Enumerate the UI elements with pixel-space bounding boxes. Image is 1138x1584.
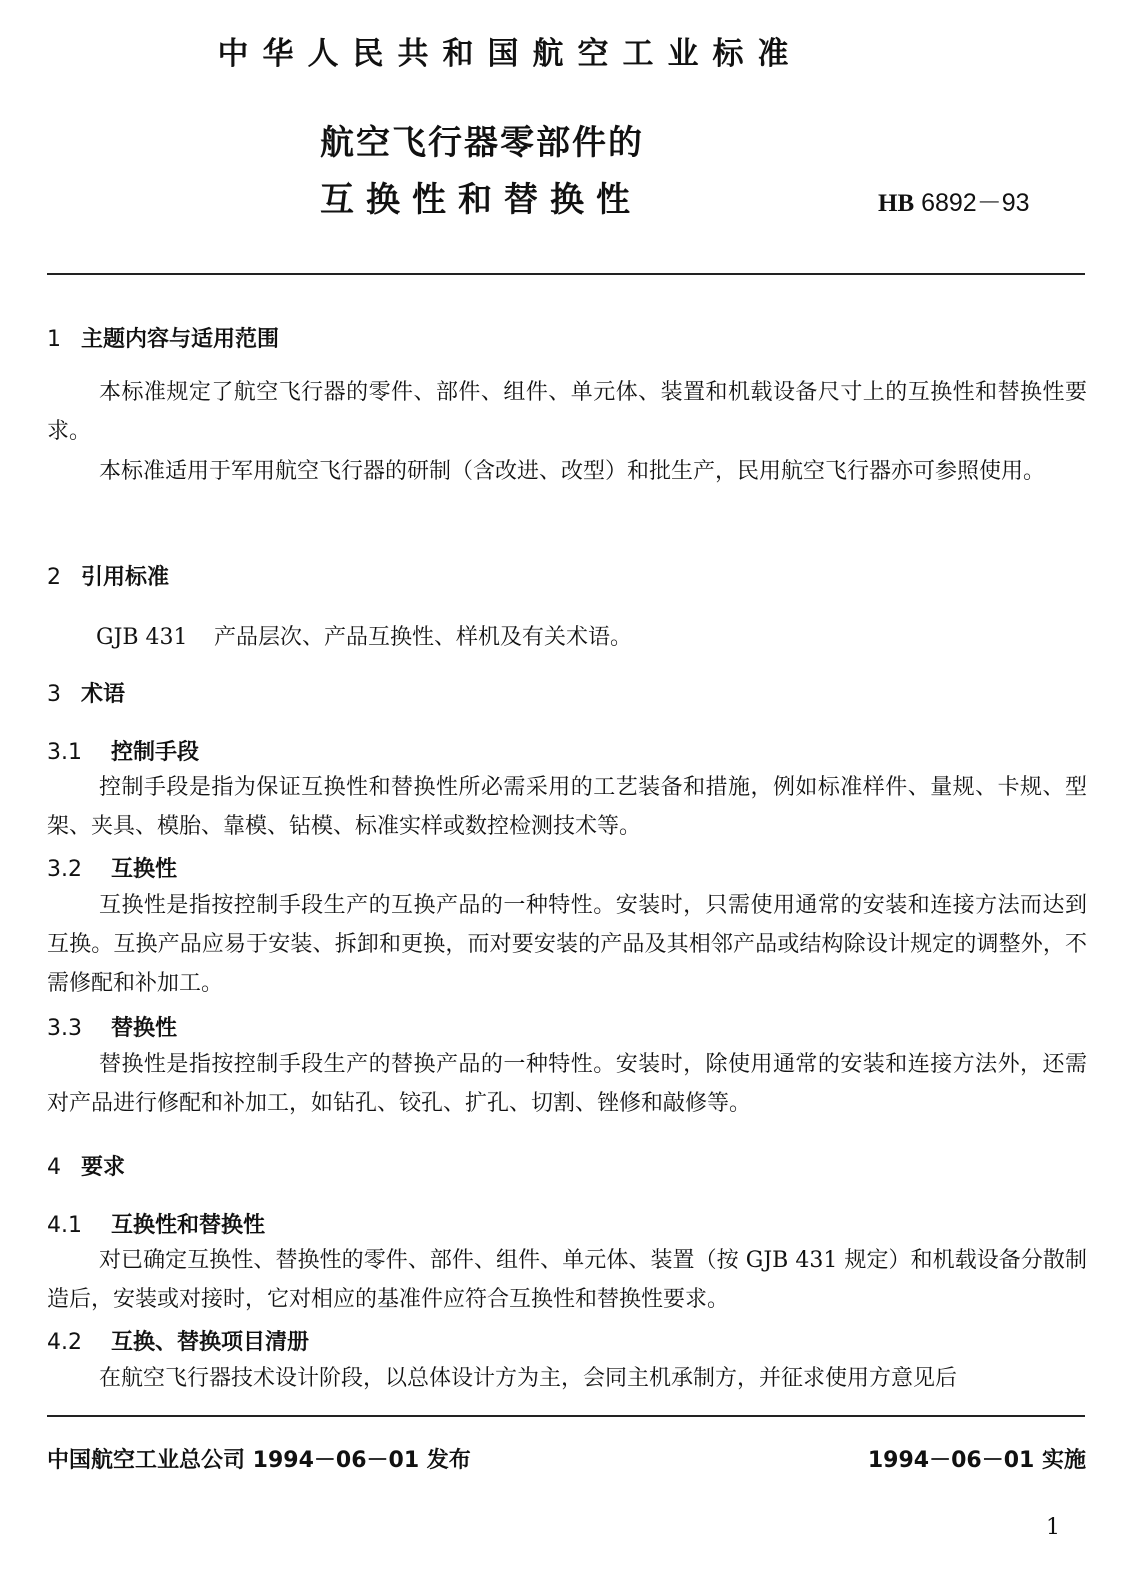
section-4-heading: [47, 1150, 125, 1181]
section-4-2-heading: [47, 1325, 309, 1356]
subsection-title: 替换性: [111, 1016, 178, 1041]
section-1-para-2: 本标准适用于军用航空飞行器的研制（含改进、改型）和批生产，民用航空飞行器亦可参照使用。: [99, 459, 1046, 484]
reference-entry: [96, 620, 632, 651]
section-4-1-text: 对已确定互换性、替换性的零件、部件、组件、单元体、装置（按 GJB 431 规定）和机载设备分散制造后，安装或对接时，它对相应的基准件应符合互换性和替换性要求。: [47, 1248, 1087, 1312]
standard-prefix: HB: [878, 190, 915, 217]
org-title: 中华人民共和国航空工业标准: [217, 36, 803, 72]
subsection-title: 互换性和替换性: [111, 1213, 266, 1238]
section-3-2-heading: [47, 852, 177, 883]
section-3-1-heading: [47, 735, 199, 766]
subsection-number: 3.3: [47, 1016, 82, 1041]
effective-statement: 1994－06－01 实施: [867, 1448, 1086, 1473]
section-3-2-text: 互换性是指按控制手段生产的互换产品的一种特性。安装时，只需使用通常的安装和连接方法而达到互换。互换产品应易于安装、拆卸和更换，而对要安装的产品及其相邻产品或结构除设计规定的调整外，不需修配和补加工。: [47, 893, 1087, 996]
standard-code: 6892－93: [921, 189, 1030, 217]
subsection-number: 4.1: [47, 1213, 82, 1238]
section-4-2-text: 在航空飞行器技术设计阶段，以总体设计方为主，会同主机承制方，并征求使用方意见后: [99, 1366, 958, 1391]
section-number: 4: [47, 1155, 61, 1180]
section-number: 2: [47, 565, 61, 590]
standard-number: [878, 183, 1030, 219]
subsection-number: 3.1: [47, 740, 82, 765]
subsection-title: 控制手段: [111, 740, 200, 765]
section-title: 要求: [81, 1155, 126, 1180]
section-title: 引用标准: [81, 565, 170, 590]
doc-title-line2: 互换性和替换性: [320, 180, 642, 220]
section-4-1-heading: [47, 1208, 265, 1239]
issue-statement: 中国航空工业总公司 1994－06－01 发布: [47, 1448, 471, 1473]
subsection-title: 互换性: [111, 857, 178, 882]
section-3-1-text: 控制手段是指为保证互换性和替换性所必需采用的工艺装备和措施，例如标准样件、量规、卡规、型架、夹具、模胎、靠模、钻模、标准实样或数控检测技术等。: [47, 775, 1087, 839]
section-number: 3: [47, 682, 61, 707]
section-1-heading: [47, 322, 279, 353]
subsection-number: 3.2: [47, 857, 82, 882]
section-title: 术语: [81, 682, 126, 707]
footer-rule: [47, 1415, 1085, 1417]
section-title: 主题内容与适用范围: [81, 327, 280, 352]
subsection-number: 4.2: [47, 1330, 82, 1355]
section-1-para-1: 本标准规定了航空飞行器的零件、部件、组件、单元体、装置和机载设备尺寸上的互换性和替换性要求。: [47, 380, 1087, 444]
subsection-title: 互换、替换项目清册: [111, 1330, 310, 1355]
doc-title-line1: 航空飞行器零部件的: [320, 123, 644, 163]
section-3-3-heading: [47, 1011, 177, 1042]
header-rule: [47, 273, 1085, 275]
reference-code: GJB 431: [96, 625, 188, 650]
section-3-heading: [47, 677, 125, 708]
section-2-heading: [47, 560, 169, 591]
page-number: 1: [1046, 1515, 1060, 1540]
section-number: 1: [47, 327, 61, 352]
section-3-3-text: 替换性是指按控制手段生产的替换产品的一种特性。安装时，除使用通常的安装和连接方法外，还需对产品进行修配和补加工，如钻孔、铰孔、扩孔、切割、锉修和敲修等。: [47, 1052, 1087, 1116]
reference-title: 产品层次、产品互换性、样机及有关术语。: [214, 625, 633, 650]
